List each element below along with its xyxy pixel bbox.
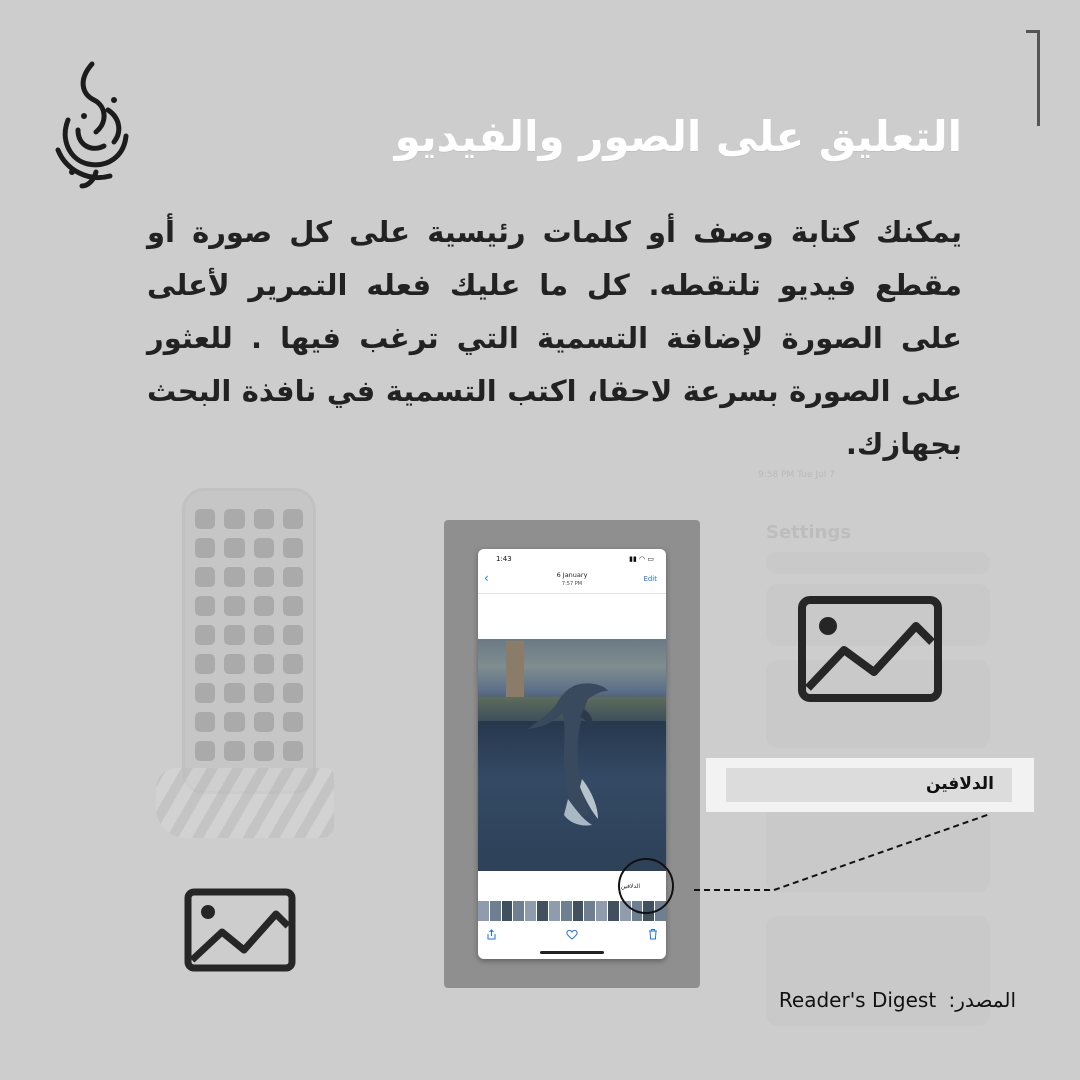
home-indicator <box>540 951 604 954</box>
callout-leader-line <box>690 806 1010 896</box>
source-label: المصدر: <box>948 988 1016 1012</box>
aljazeera-logo-icon <box>48 60 134 190</box>
photo-toolbar <box>478 923 666 945</box>
edit-button[interactable]: Edit <box>643 575 657 583</box>
caption-callout-field <box>726 768 1012 802</box>
settings-time: 9:58 PM Tue Jul 7 <box>758 470 835 480</box>
dolphin-image <box>518 679 618 829</box>
photo-date: 6 January <box>556 571 588 579</box>
dolphin-photo <box>478 639 666 871</box>
background-phone-homescreen <box>182 488 316 794</box>
caption-callout <box>706 758 1034 812</box>
photo-time: 7:57 PM <box>561 581 583 587</box>
source-credit <box>779 988 1016 1012</box>
page-title: التعليق على الصور والفيديو <box>394 112 962 161</box>
photo-caption-text: الدلافين <box>620 883 640 890</box>
signal-battery-icon: ▮▮ ◠ ▭ <box>629 555 654 563</box>
share-icon[interactable] <box>486 929 497 940</box>
trash-icon[interactable] <box>648 928 658 940</box>
image-icon <box>184 888 296 972</box>
body-paragraph: يمكنك كتابة وصف أو كلمات رئيسية على كل صورة أو مقطع فيديو تلتقطه. كل ما عليك فعله التمرير لأعلى على الصورة لإضافة التسمية التي ترغب فيها . للعثور على الصورة بسرعة لاحقا، اكتب التسمية في نافذة البحث بجهازك. <box>147 215 962 461</box>
status-time: 1:43 <box>496 555 512 563</box>
source-value: Reader's Digest <box>778 988 937 1012</box>
chevron-left-icon[interactable]: ‹ <box>484 571 489 585</box>
heart-icon[interactable] <box>566 929 578 940</box>
caption-highlight-circle <box>618 858 674 914</box>
caption-callout-text: الدلافين <box>925 774 994 794</box>
photo-nav-bar <box>478 565 666 594</box>
corner-bracket <box>1026 30 1040 126</box>
background-cables <box>156 768 334 838</box>
settings-title: Settings <box>766 522 851 543</box>
image-icon <box>798 596 942 702</box>
status-bar <box>478 549 666 565</box>
background-settings-screen <box>758 466 998 1026</box>
